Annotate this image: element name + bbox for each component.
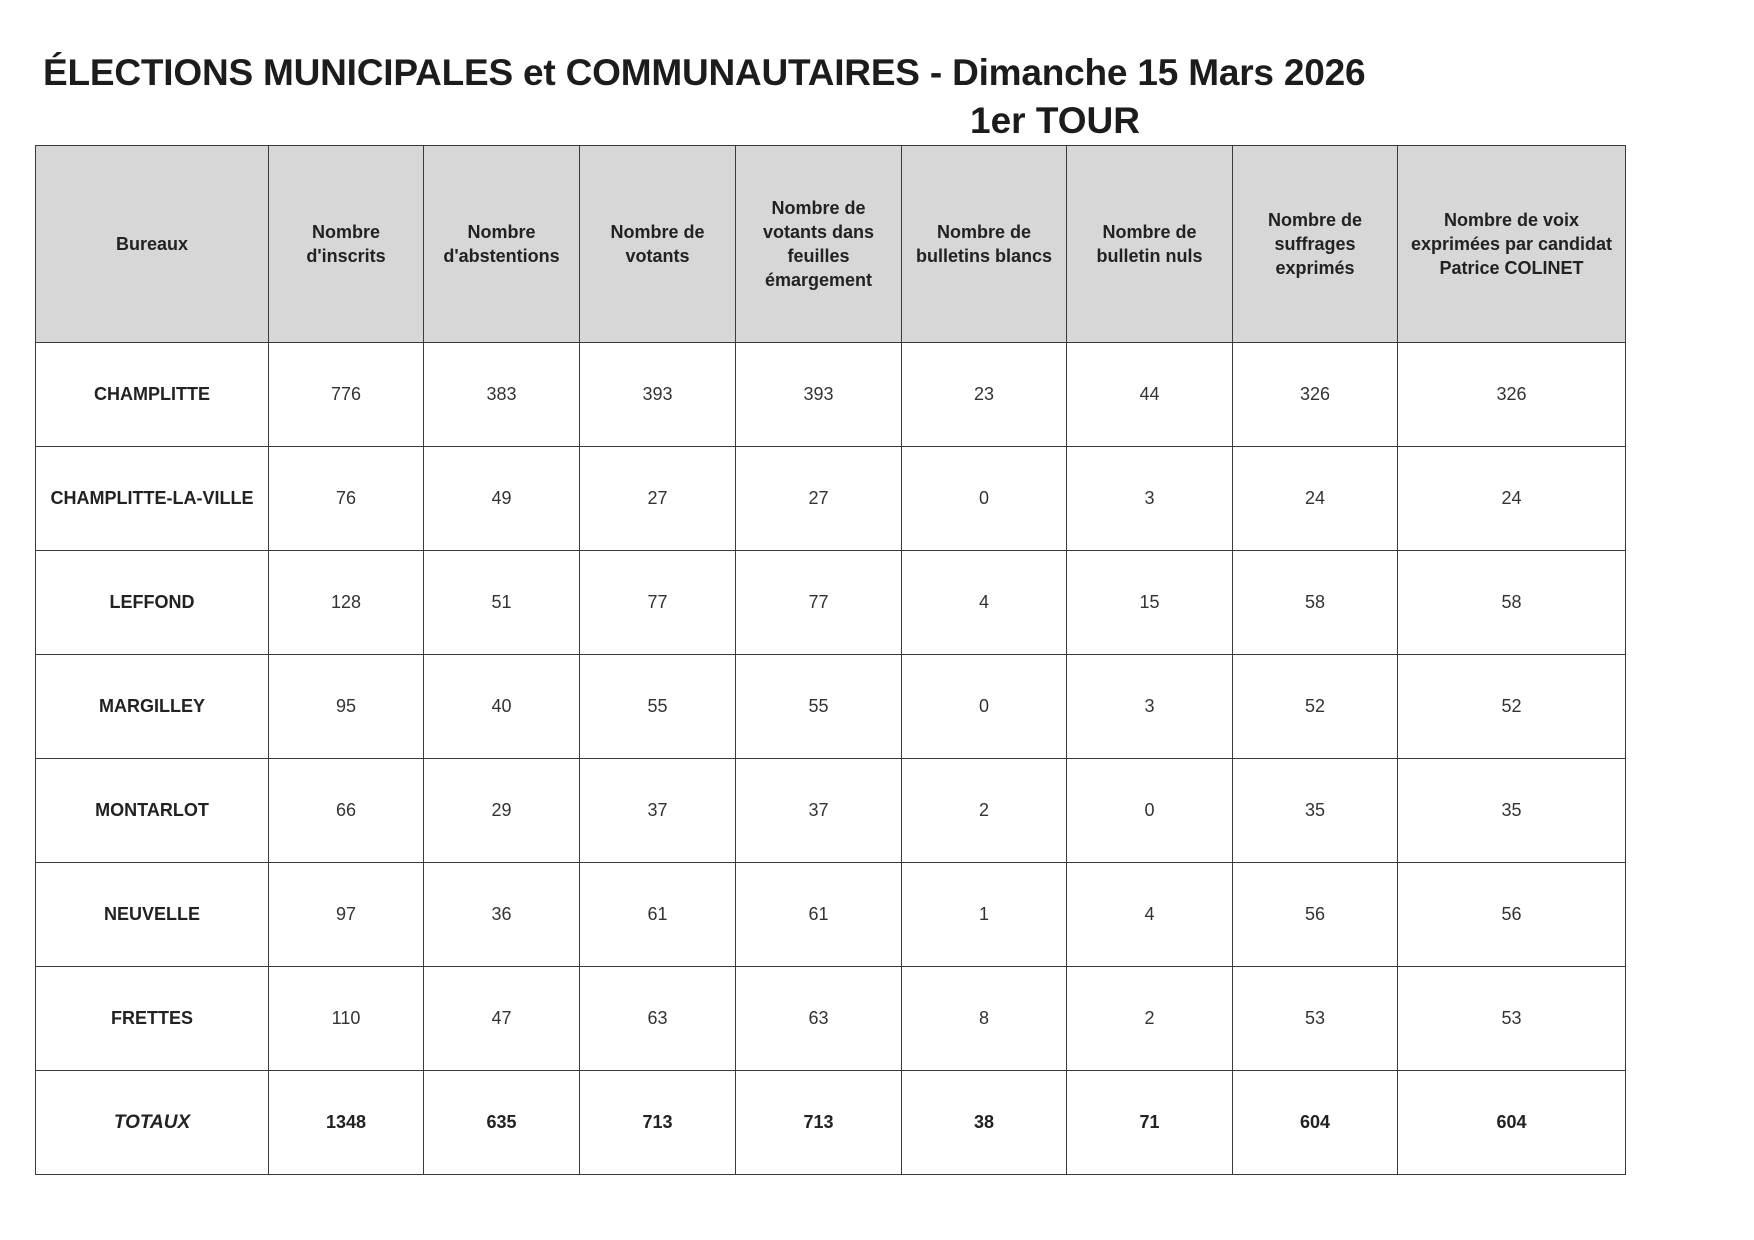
cell-votants-emargement: 63 [736,967,902,1071]
total-suffrages-exprimes: 604 [1233,1071,1398,1175]
cell-abstentions: 51 [424,551,580,655]
cell-bulletins-nuls: 2 [1067,967,1233,1071]
cell-voix-candidat: 52 [1398,655,1626,759]
cell-voix-candidat: 35 [1398,759,1626,863]
cell-votants: 61 [580,863,736,967]
bureau-name: MONTARLOT [36,759,269,863]
totals-row [36,1071,1626,1175]
cell-suffrages-exprimes: 35 [1233,759,1398,863]
header-votants: Nombre de votants [580,146,736,343]
cell-abstentions: 40 [424,655,580,759]
table-row [36,655,1626,759]
cell-suffrages-exprimes: 52 [1233,655,1398,759]
cell-voix-candidat: 58 [1398,551,1626,655]
cell-votants-emargement: 27 [736,447,902,551]
cell-votants-emargement: 55 [736,655,902,759]
table-row [36,759,1626,863]
cell-inscrits: 66 [269,759,424,863]
cell-bulletins-nuls: 3 [1067,447,1233,551]
cell-bulletins-blancs: 23 [902,343,1067,447]
total-bulletins-blancs: 38 [902,1071,1067,1175]
document-title: ÉLECTIONS MUNICIPALES et COMMUNAUTAIRES - Dimanche 15 Mars 2026 [43,52,1366,93]
total-voix-candidat: 604 [1398,1071,1626,1175]
bureau-name: FRETTES [36,967,269,1071]
cell-bulletins-blancs: 0 [902,447,1067,551]
cell-votants: 55 [580,655,736,759]
cell-suffrages-exprimes: 24 [1233,447,1398,551]
header-bureaux: Bureaux [36,146,269,343]
total-abstentions: 635 [424,1071,580,1175]
cell-inscrits: 95 [269,655,424,759]
header-abstentions: Nombre d'abstentions [424,146,580,343]
table-row [36,967,1626,1071]
table-row [36,343,1626,447]
cell-abstentions: 49 [424,447,580,551]
cell-votants: 37 [580,759,736,863]
table-row [36,863,1626,967]
cell-abstentions: 36 [424,863,580,967]
total-votants-emargement: 713 [736,1071,902,1175]
header-inscrits: Nombre d'inscrits [269,146,424,343]
cell-votants: 63 [580,967,736,1071]
header-voix-candidat: Nombre de voix exprimées par candidat Patrice COLINET [1398,146,1626,343]
totals-label: TOTAUX [36,1071,269,1175]
bureau-name: CHAMPLITTE-LA-VILLE [36,447,269,551]
total-bulletins-nuls: 71 [1067,1071,1233,1175]
cell-inscrits: 110 [269,967,424,1071]
cell-bulletins-nuls: 44 [1067,343,1233,447]
cell-votants-emargement: 61 [736,863,902,967]
cell-abstentions: 383 [424,343,580,447]
cell-abstentions: 47 [424,967,580,1071]
cell-bulletins-nuls: 15 [1067,551,1233,655]
header-bulletins-nuls: Nombre de bulletin nuls [1067,146,1233,343]
cell-bulletins-nuls: 0 [1067,759,1233,863]
cell-suffrages-exprimes: 56 [1233,863,1398,967]
cell-bulletins-nuls: 3 [1067,655,1233,759]
cell-votants-emargement: 77 [736,551,902,655]
bureau-name: CHAMPLITTE [36,343,269,447]
cell-inscrits: 776 [269,343,424,447]
header-suffrages-exprimes: Nombre de suffrages exprimés [1233,146,1398,343]
cell-inscrits: 128 [269,551,424,655]
header-row [36,146,1626,343]
cell-suffrages-exprimes: 326 [1233,343,1398,447]
cell-inscrits: 97 [269,863,424,967]
cell-bulletins-blancs: 0 [902,655,1067,759]
round-subtitle: 1er TOUR [970,100,1140,141]
cell-suffrages-exprimes: 58 [1233,551,1398,655]
cell-bulletins-blancs: 8 [902,967,1067,1071]
cell-bulletins-nuls: 4 [1067,863,1233,967]
cell-voix-candidat: 53 [1398,967,1626,1071]
cell-voix-candidat: 56 [1398,863,1626,967]
total-inscrits: 1348 [269,1071,424,1175]
total-votants: 713 [580,1071,736,1175]
bureau-name: NEUVELLE [36,863,269,967]
cell-bulletins-blancs: 4 [902,551,1067,655]
cell-voix-candidat: 326 [1398,343,1626,447]
header-bulletins-blancs: Nombre de bulletins blancs [902,146,1067,343]
header-votants-emargement: Nombre de votants dans feuilles émargement [736,146,902,343]
cell-voix-candidat: 24 [1398,447,1626,551]
cell-votants-emargement: 393 [736,343,902,447]
cell-suffrages-exprimes: 53 [1233,967,1398,1071]
cell-votants-emargement: 37 [736,759,902,863]
cell-abstentions: 29 [424,759,580,863]
cell-bulletins-blancs: 2 [902,759,1067,863]
table-row [36,551,1626,655]
results-table [35,145,1626,1175]
cell-bulletins-blancs: 1 [902,863,1067,967]
cell-votants: 27 [580,447,736,551]
bureau-name: LEFFOND [36,551,269,655]
cell-votants: 393 [580,343,736,447]
cell-votants: 77 [580,551,736,655]
bureau-name: MARGILLEY [36,655,269,759]
table-row [36,447,1626,551]
cell-inscrits: 76 [269,447,424,551]
